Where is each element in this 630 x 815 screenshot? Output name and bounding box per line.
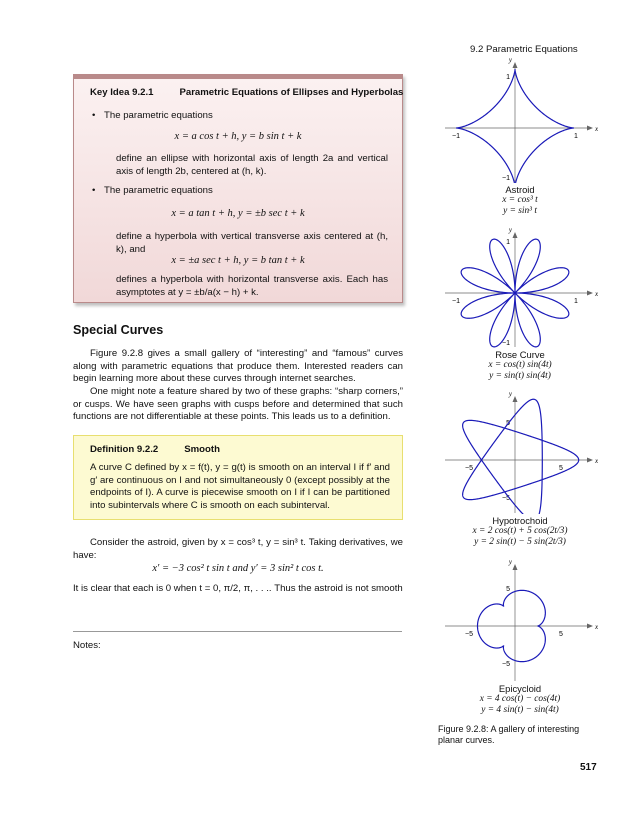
hyperbola-horizontal-description: defines a hyperbola with horizontal transverse axis. Each has asymptotes at y = ±b/a(x − h) + k.: [116, 274, 388, 298]
astroid-x-arrow: [587, 126, 593, 131]
definition-text: A curve C defined by x = f(t), y = g(t) is smooth on an interval I if f′ and g′ are continuous on I and not simultaneously 0 (except possibly at the endpoints of I). A curve is piecewise smooth on I if I can be partitioned into subintervals where C is smooth on each subinterval.: [90, 462, 390, 511]
notes-divider: [73, 631, 402, 632]
astroid-tick-pos-y: 1: [506, 74, 510, 81]
astroid-caption: [445, 184, 595, 217]
rose-name: Rose Curve: [495, 349, 545, 360]
paragraph-smooth: It is clear that each is 0 when t = 0, π/2, π, . . .. Thus the astroid is not smooth: [73, 583, 403, 594]
rose-tick-neg-x: −1: [452, 298, 460, 305]
hypotrochoid-caption: [445, 515, 595, 548]
rose-plot: [445, 228, 600, 348]
key-idea-header: [90, 87, 403, 98]
paragraph-cusps: One might note a feature shared by two of these graphs: “sharp corners,” or cusps. We have seen graphs with cusps before and determined that such functions are not differentiable at these points. This leads us to a definition.: [73, 386, 403, 423]
rose-tick-pos-x: 1: [574, 298, 578, 305]
epicycloid-plot: [445, 560, 600, 682]
key-idea-box: [73, 74, 403, 303]
astroid-y-arrow: [513, 62, 518, 68]
rose-eq-x: x = cos(t) sin(4t): [488, 360, 552, 370]
figure-caption: Figure 9.2.8: A gallery of interesting planar curves.: [438, 724, 580, 745]
rose-tick-pos-y: 1: [506, 239, 510, 246]
hypotrochoid-name: Hypotrochoid: [492, 515, 548, 526]
hyperbola-vertical-equation: x = a tan t + h, y = ±b sec t + k: [171, 208, 305, 219]
epicycloid-y-arrow: [513, 564, 518, 570]
hypotrochoid-plot: [445, 392, 600, 514]
astroid-tick-neg-x: −1: [452, 133, 460, 140]
rose-caption: [445, 349, 595, 382]
key-idea-bullet-2: • The parametric equations: [104, 185, 213, 196]
section-title: Special Curves: [73, 323, 164, 337]
rose-x-arrow: [587, 291, 593, 296]
hypotrochoid-eq-y: y = 2 sin(t) − 5 sin(2t/3): [474, 537, 566, 547]
astroid-plot: [445, 58, 600, 183]
rose-x-label: x: [595, 290, 599, 298]
epicycloid-y-label: y: [508, 560, 512, 566]
rose-tick-neg-y: −1: [502, 340, 510, 347]
hypotrochoid-curve: [463, 399, 579, 514]
hyperbola-horizontal-equation: x = ±a sec t + h, y = b tan t + k: [171, 255, 305, 266]
epicycloid-tick-neg-x: −5: [465, 631, 473, 638]
hypotrochoid-y-arrow: [513, 396, 518, 402]
astroid-name: Astroid: [505, 184, 535, 195]
paragraph-astroid: Consider the astroid, given by x = cos³ t, y = sin³ t. Taking derivatives, we have:: [73, 537, 403, 561]
astroid-eq-y: y = sin³ t: [503, 206, 537, 216]
epicycloid-eq-y: y = 4 sin(t) − sin(4t): [481, 705, 559, 715]
definition-title: Smooth: [184, 444, 220, 455]
notes-label: Notes:: [73, 640, 101, 651]
key-idea-label: Key Idea 9.2.1: [90, 87, 154, 98]
definition-header: [90, 444, 220, 455]
epicycloid-eq-x: x = 4 cos(t) − cos(4t): [479, 694, 561, 704]
astroid-y-label: y: [508, 58, 512, 64]
rose-eq-y: y = sin(t) sin(4t): [489, 371, 551, 381]
definition-box: [73, 435, 403, 520]
epicycloid-tick-neg-y: −5: [502, 661, 510, 668]
astroid-x-label: x: [595, 125, 599, 133]
hypotrochoid-y-label: y: [508, 392, 512, 398]
epicycloid-x-label: x: [595, 623, 599, 631]
hypotrochoid-tick-pos-x: 5: [559, 465, 563, 472]
astroid-tick-neg-y: −1: [502, 175, 510, 182]
epicycloid-tick-pos-x: 5: [559, 631, 563, 638]
page-number: 517: [580, 762, 597, 773]
epicycloid-caption: [445, 683, 595, 716]
astroid-eq-x: x = cos³ t: [502, 195, 538, 205]
key-idea-title: Parametric Equations of Ellipses and Hyperbolas: [179, 87, 404, 98]
rose-y-arrow: [513, 232, 518, 238]
ellipse-equation: x = a cos t + h, y = b sin t + k: [174, 131, 302, 142]
derivative-equation: x′ = −3 cos² t sin t and y′ = 3 sin² t cos t.: [152, 563, 324, 574]
hypotrochoid-tick-neg-y: −5: [502, 495, 510, 502]
hypotrochoid-tick-neg-x: −5: [465, 465, 473, 472]
epicycloid-tick-pos-y: 5: [506, 586, 510, 593]
running-head: 9.2 Parametric Equations: [470, 44, 578, 55]
hypotrochoid-tick-pos-y: 5: [506, 420, 510, 427]
hyperbola-vertical-description: define a hyperbola with vertical transverse axis centered at (h, k), and: [116, 231, 388, 255]
rose-y-label: y: [508, 228, 512, 234]
ellipse-description: define an ellipse with horizontal axis of length 2a and vertical axis of length 2b, centered at (h, k).: [116, 153, 388, 177]
key-idea-bullet-1: • The parametric equations: [104, 110, 213, 121]
hypotrochoid-eq-x: x = 2 cos(t) + 5 cos(2t/3): [472, 526, 568, 536]
astroid-tick-pos-x: 1: [574, 133, 578, 140]
paragraph-gallery: Figure 9.2.8 gives a small gallery of “interesting” and “famous” curves along with parametric equations that produce them. Interested readers can begin learning more about these curves through internet searches.: [73, 348, 403, 385]
hypotrochoid-x-label: x: [595, 457, 599, 465]
definition-label: Definition 9.2.2: [90, 444, 159, 455]
epicycloid-name: Epicycloid: [498, 683, 542, 694]
hypotrochoid-x-arrow: [587, 458, 593, 463]
epicycloid-x-arrow: [587, 624, 593, 629]
